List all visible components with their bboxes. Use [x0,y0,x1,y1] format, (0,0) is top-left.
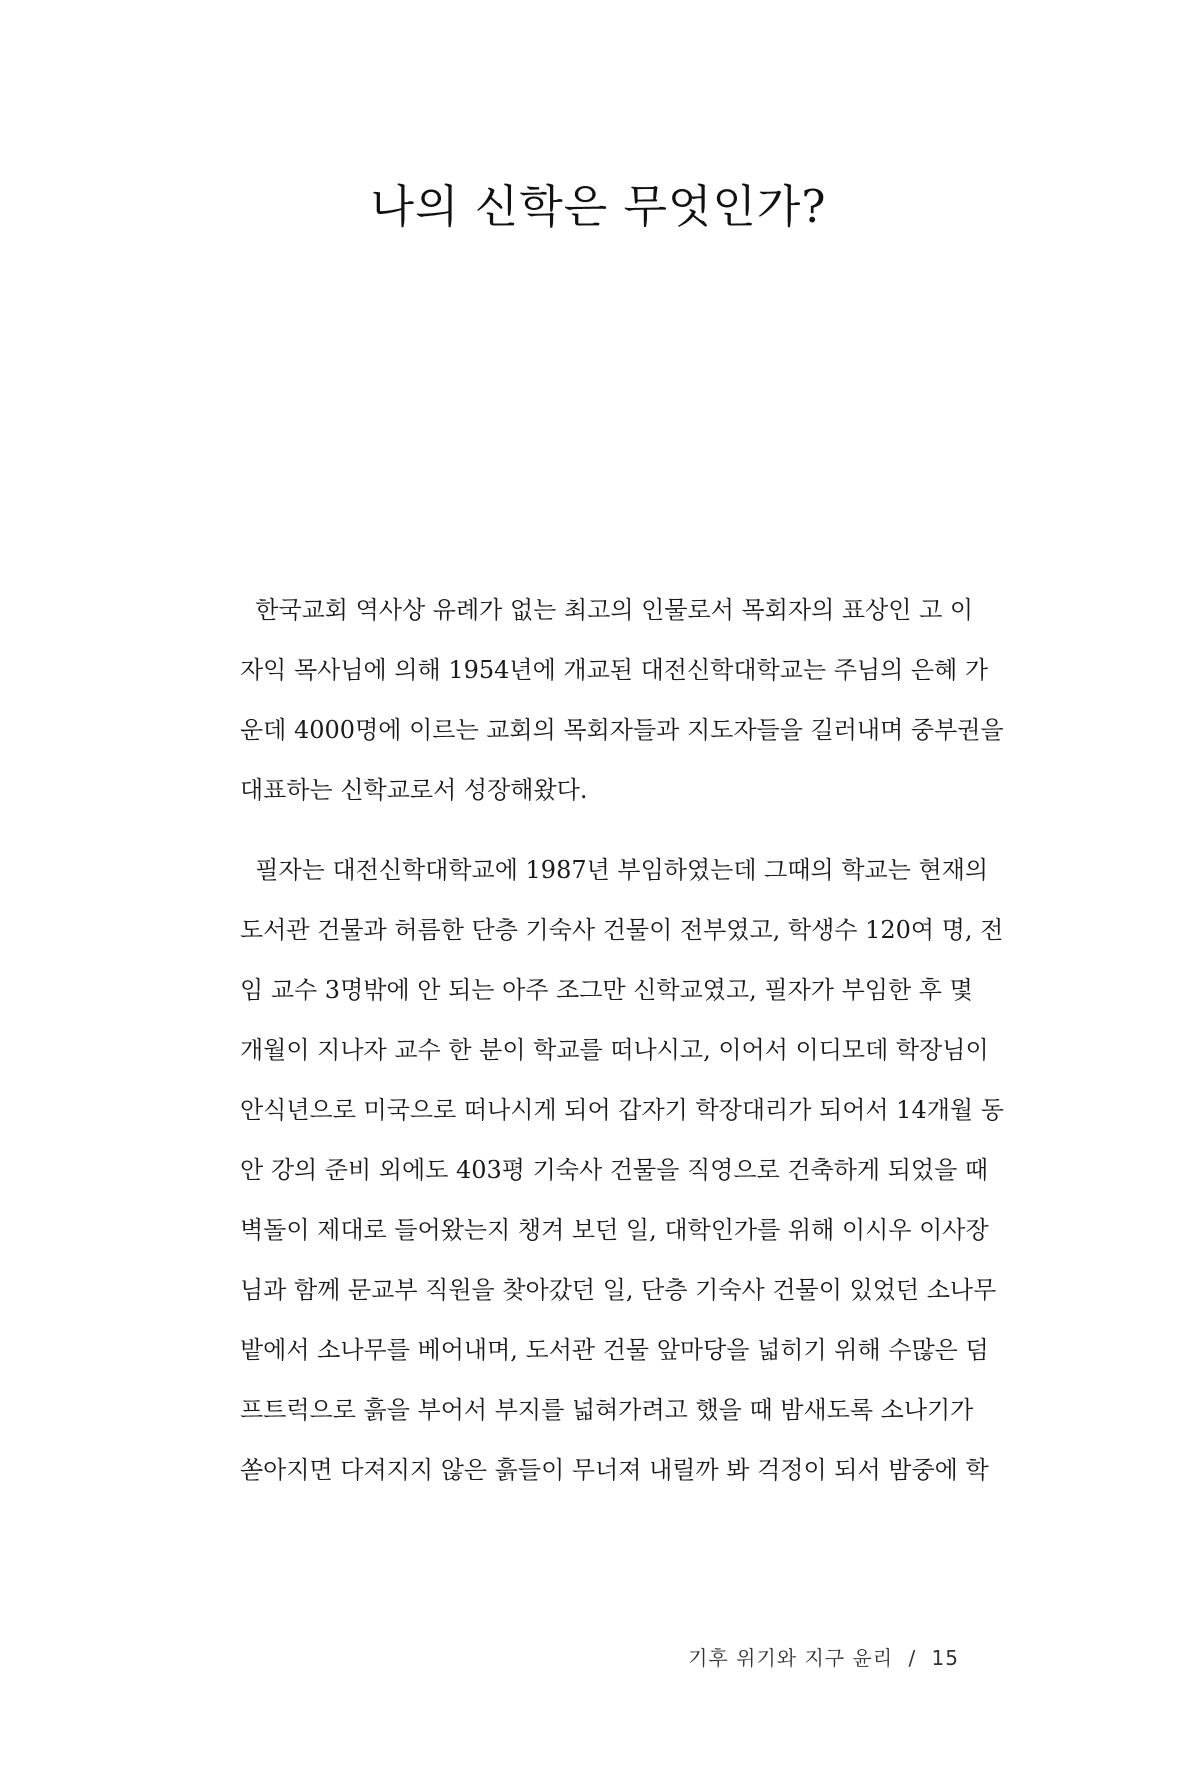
text-line: 벽돌이 제대로 들어왔는지 챙겨 보던 일, 대학인가를 위해 이시우 이사장 [240,1216,989,1244]
page-number: 15 [931,1646,959,1670]
running-title: 기후 위기와 지구 윤리 [688,1646,894,1670]
text-line: 필자는 대전신학대학교에 1987년 부임하였는데 그때의 학교는 현재의 [240,856,989,884]
text-line: 대표하는 신학교로서 성장해왔다. [240,776,588,804]
footer-separator: / [908,1646,917,1670]
page-footer [688,1642,959,1671]
text-line: 운데 4000명에 이르는 교회의 목회자들과 지도자들을 길러내며 중부권을 [240,716,1004,744]
text-line: 자익 목사님에 의해 1954년에 개교된 대전신학대학교는 주님의 은혜 가 [240,656,989,684]
paragraph-2 [240,840,1004,1500]
text-line: 임 교수 3명밖에 안 되는 아주 조그만 신학교였고, 필자가 부임한 후 몇 [240,976,973,1004]
text-line: 프트럭으로 흙을 부어서 부지를 넓혀가려고 했을 때 밤새도록 소나기가 [240,1396,974,1424]
text-line: 안식년으로 미국으로 떠나시게 되어 갑자기 학장대리가 되어서 14개월 동 [240,1096,1004,1124]
text-line: 쏟아지면 다져지지 않은 흙들이 무너져 내릴까 봐 걱정이 되서 밤중에 학 [240,1456,989,1484]
text-line: 안 강의 준비 외에도 403평 기숙사 건물을 직영으로 건축하게 되었을 때 [240,1156,989,1184]
chapter-title: 나의 신학은 무엇인가? [370,180,827,233]
text-line: 도서관 건물과 허름한 단층 기숙사 건물이 전부였고, 학생수 120여 명, 전 [240,916,1004,944]
paragraph-1 [240,580,1004,820]
text-line: 개월이 지나자 교수 한 분이 학교를 떠나시고, 이어서 이디모데 학장님이 [240,1036,989,1064]
text-line: 밭에서 소나무를 베어내며, 도서관 건물 앞마당을 넓히기 위해 수많은 덤 [240,1336,989,1364]
text-line: 님과 함께 문교부 직원을 찾아갔던 일, 단층 기숙사 건물이 있었던 소나무 [240,1276,997,1304]
text-line: 한국교회 역사상 유례가 없는 최고의 인물로서 목회자의 표상인 고 이 [240,596,974,624]
